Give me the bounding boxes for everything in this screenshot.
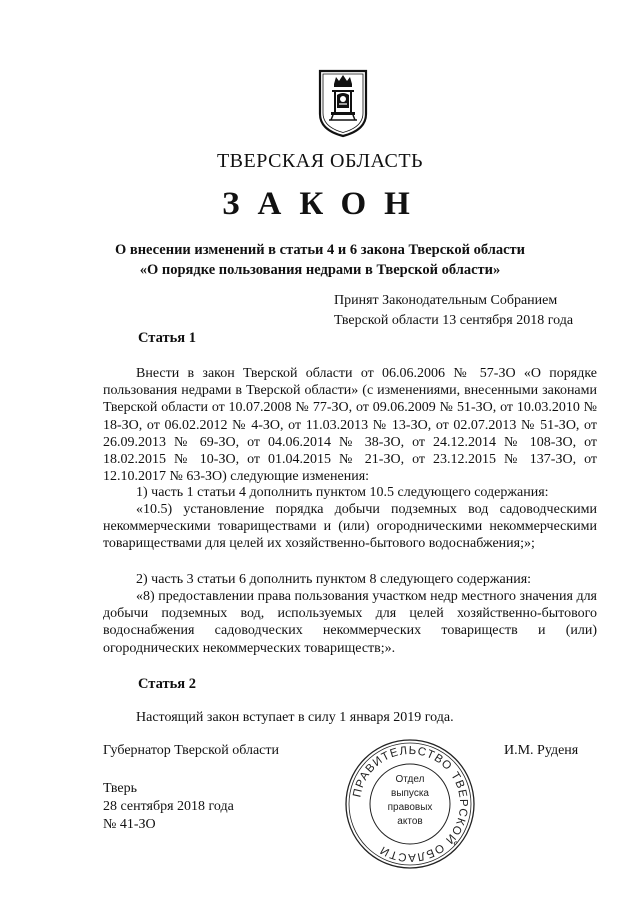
signer-name: И.М. Руденя	[504, 743, 579, 758]
stamp-line-4: актов	[397, 816, 423, 827]
article-2-text: Настоящий закон вступает в силу 1 января 2019 года.	[136, 710, 454, 725]
law-title-line-1: О внесении изменений в статьи 4 и 6 закона Тверской области	[114, 242, 526, 258]
stamp-center-text	[370, 773, 450, 829]
city: Тверь	[103, 781, 137, 796]
signer-position: Губернатор Тверской области	[103, 743, 279, 758]
law-heading: ЗАКОН	[222, 186, 428, 222]
stamp-line-2: выпуска	[391, 788, 429, 799]
coat-of-arms-emblem	[317, 68, 369, 138]
region-name: ТВЕРСКАЯ ОБЛАСТЬ	[216, 150, 424, 172]
law-title-line-2: «О порядке пользования недрами в Тверской области»	[139, 262, 501, 278]
article-1-item-2-text: «8) предоставлении права пользования участком недр местного значения для добычи подземных вод, используемых для целей хозяйственно-бытового водоснабжения садоводческих некоммерческих товариществ и (или) огороднических некоммерческих товариществ;».	[103, 589, 597, 656]
law-title	[0, 240, 640, 280]
stamp-ring-text: ПРАВИТЕЛЬСТВО ТВЕРСКОЙ ОБЛАСТИ	[351, 744, 470, 864]
article-1-item-1: 1) часть 1 статьи 4 дополнить пунктом 10.5 следующего содержания:	[136, 485, 549, 500]
adoption-line-2: Тверской области 13 сентября 2018 года	[334, 313, 574, 328]
place-and-date	[103, 780, 234, 834]
article-1-item-1-text: «10.5) установление порядка добычи подземных вод садоводческими некоммерческими товариществами и (или) огородническими некоммерческими товариществами для целей их хозяйственно-бытового водоснабжения;»;	[103, 502, 597, 552]
article-2-heading: Статья 2	[138, 676, 196, 692]
stamp-line-1: Отдел	[395, 774, 425, 785]
article-1-item-2: 2) часть 3 статьи 6 дополнить пунктом 8 следующего содержания:	[136, 572, 532, 587]
signing-date: 28 сентября 2018 года	[103, 799, 234, 814]
law-number: № 41-ЗО	[103, 817, 156, 832]
stamp-line-3: правовых	[387, 802, 433, 813]
article-1-intro: Внести в закон Тверской области от 06.06.2006 № 57-ЗО «О порядке пользования недрами в Тверской области» (с изменениями, внесенными законами Тверской области от 10.07.2008 № 77-ЗО, от 09.06.2009 № 51-ЗО, от 10.03.2010 № 18-ЗО, от 06.02.2012 № 4-ЗО, от 11.03.2013 № 13-ЗО, от 02.07.2013 № 51-ЗО, от 26.09.2013 № 69-ЗО, от 04.06.2014 № 38-ЗО, от 24.12.2014 № 108-ЗО, от 18.02.2015 № 10-ЗО, от 01.04.2015 № 21-ЗО, от 23.12.2015 № 137-ЗО, от 12.10.2017 № 63-ЗО) следующие изменения:	[103, 366, 597, 485]
adoption-note	[334, 291, 614, 331]
article-1-heading: Статья 1	[138, 330, 196, 346]
adoption-line-1: Принят Законодательным Собранием	[334, 293, 558, 308]
